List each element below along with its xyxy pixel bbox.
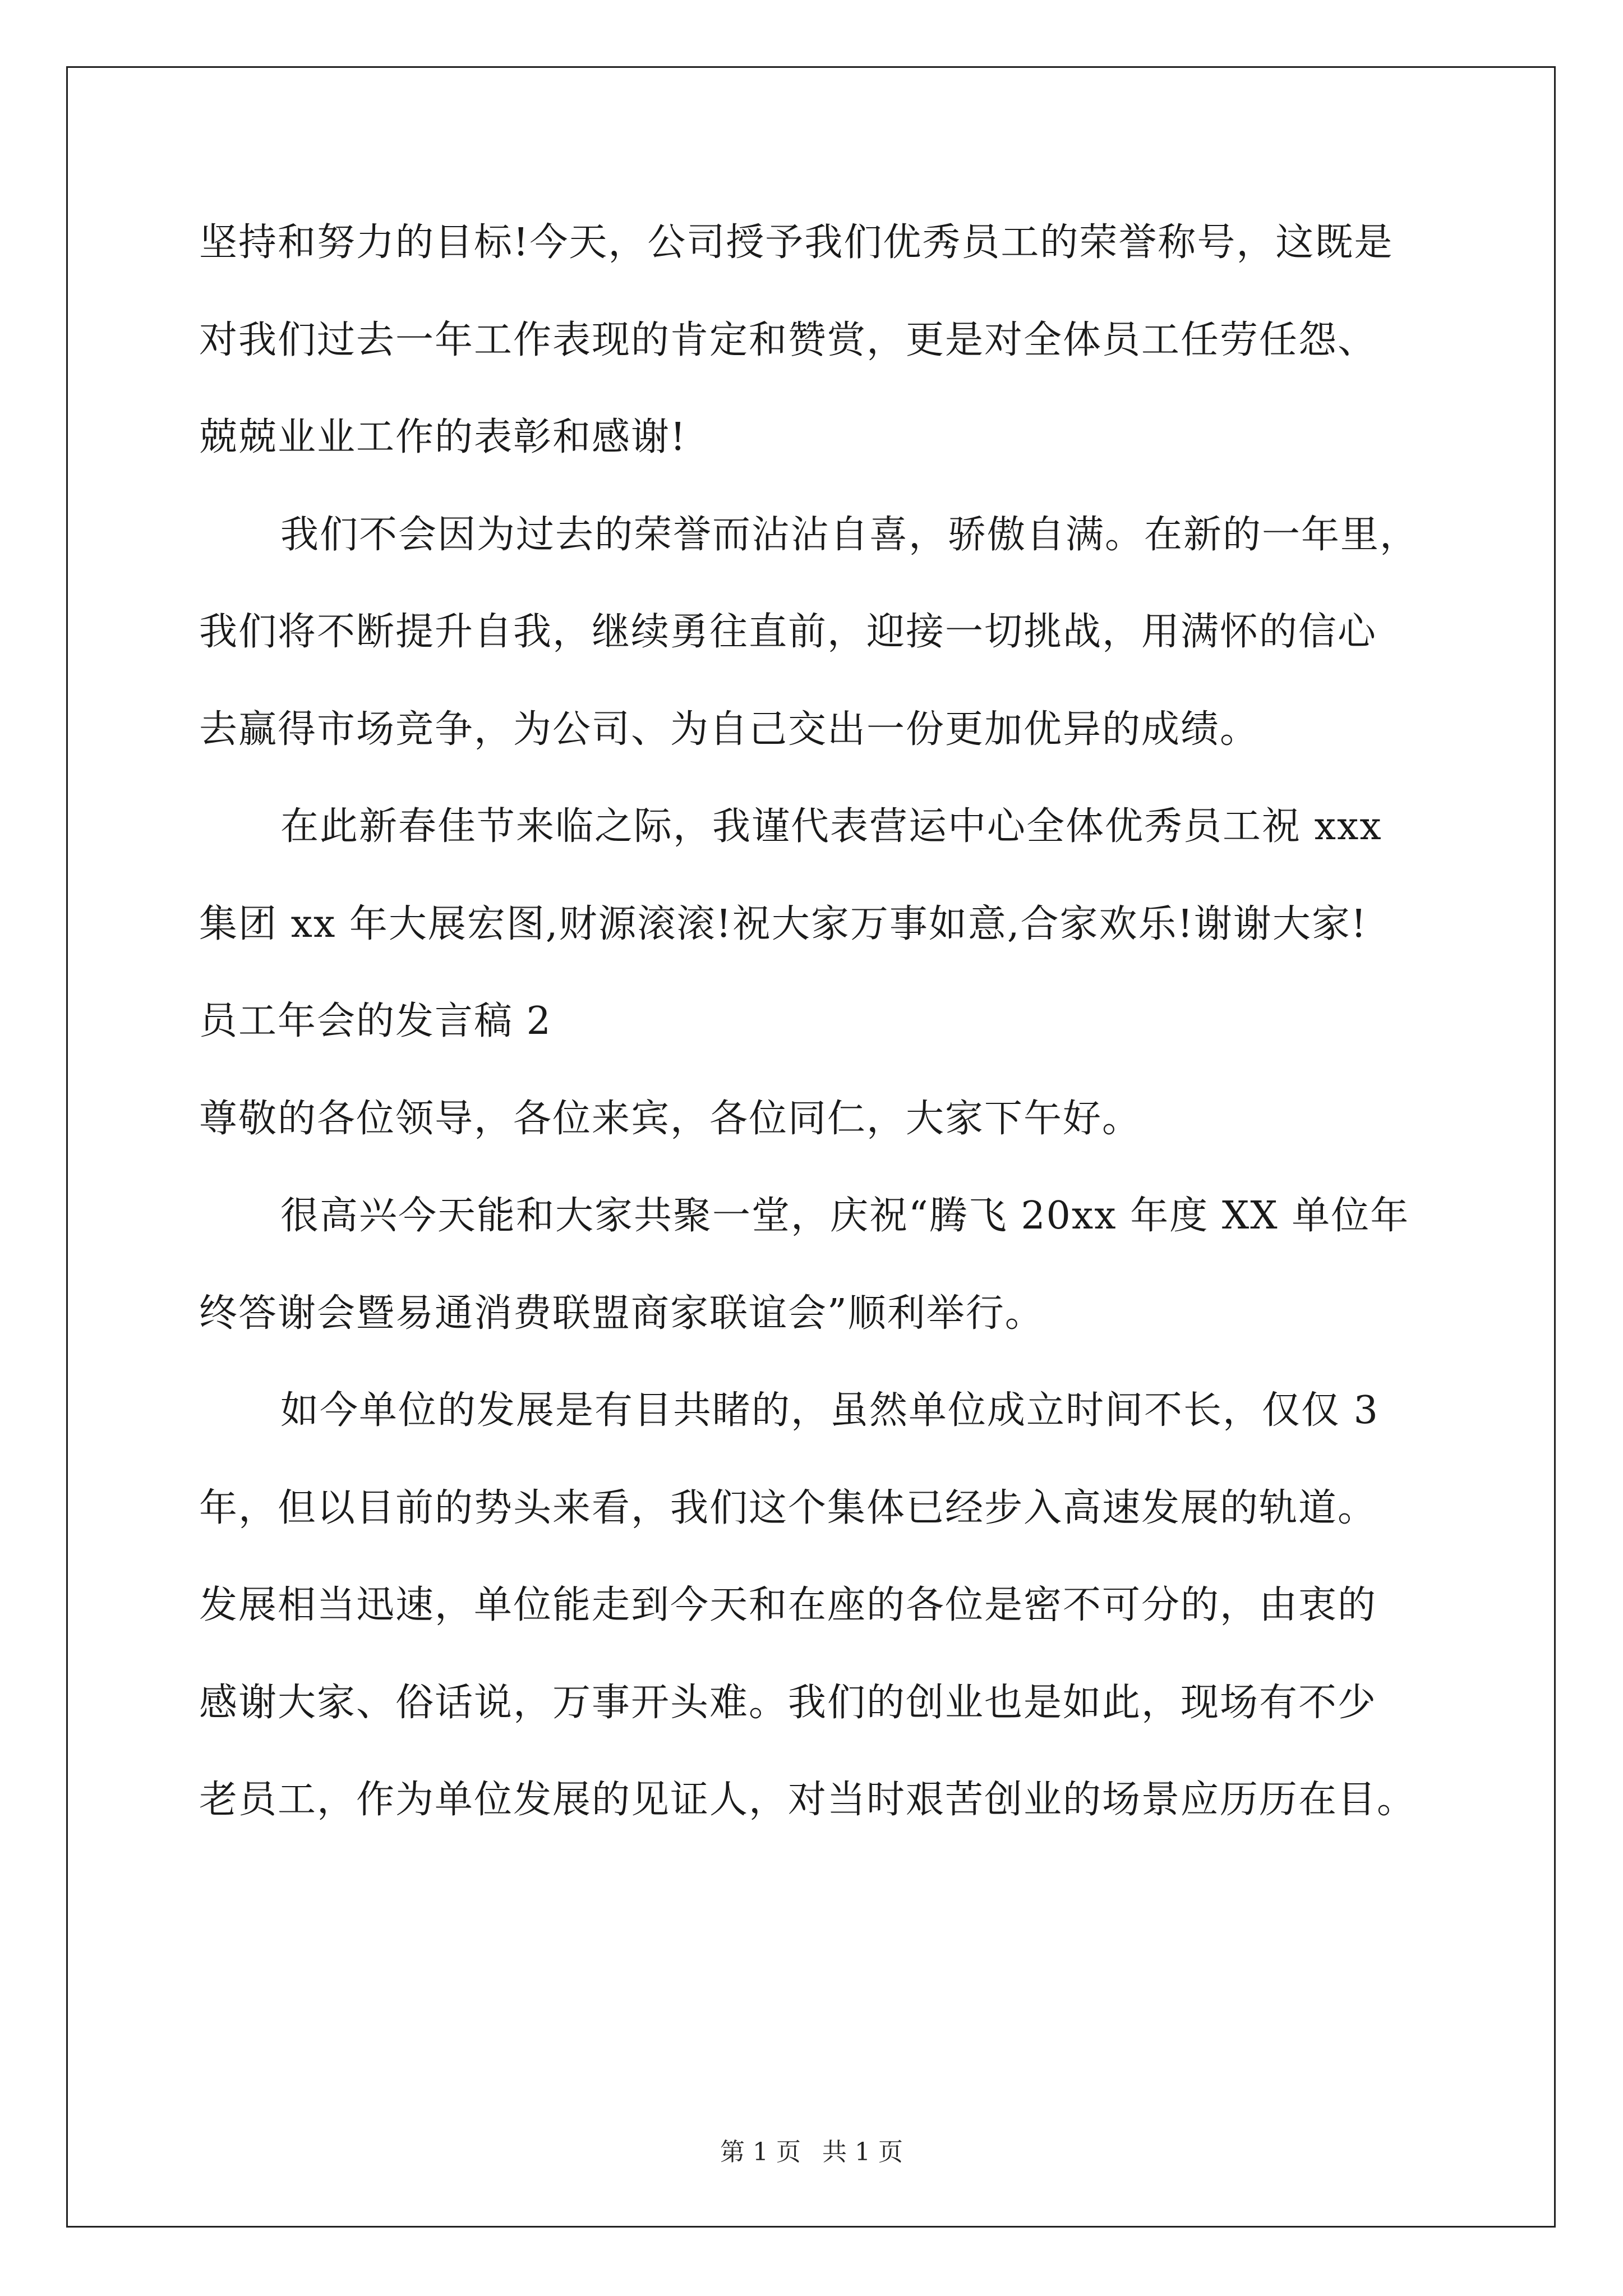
text-line: 老员工，作为单位发展的见证人，对当时艰苦创业的场景应历历在目。 [199, 1778, 1417, 1822]
text-line: 兢兢业业工作的表彰和感谢! [199, 415, 687, 459]
text-line: 对我们过去一年工作表现的肯定和赞赏，更是对全体员工任劳任怨、 [199, 318, 1377, 362]
paragraph-start-line: 很高兴今天能和大家共聚一堂，庆祝“腾飞 20xx 年度 XX 单位年 [280, 1194, 1410, 1238]
text-line: 集团 xx 年大展宏图,财源滚滚!祝大家万事如意,合家欢乐!谢谢大家! [199, 901, 1368, 946]
text-line: 终答谢会暨易通消费联盟商家联谊会”顺利举行。 [199, 1291, 1044, 1336]
page-footer [0, 2132, 1623, 2168]
page-number-total: 共 1 页 [822, 2138, 903, 2166]
section-heading: 员工年会的发言稿 2 [199, 999, 552, 1043]
text-line: 去赢得市场竞争，为公司、为自己交出一份更加优异的成绩。 [199, 707, 1260, 752]
document-body [199, 218, 1427, 1872]
paragraph-start-line: 如今单位的发展是有目共睹的，虽然单位成立时间不长，仅仅 3 [280, 1388, 1379, 1433]
paragraph-start-line: 我们不会因为过去的荣誉而沾沾自喜，骄傲自满。在新的一年里， [280, 512, 1419, 557]
text-line: 发展相当迅速，单位能走到今天和在座的各位是密不可分的，由衷的 [199, 1583, 1377, 1627]
salutation-line: 尊敬的各位领导，各位来宾，各位同仁，大家下午好。 [199, 1096, 1142, 1141]
page-number-current: 第 1 页 [720, 2138, 801, 2166]
text-line: 坚持和努力的目标!今天，公司授予我们优秀员工的荣誉称号，这既是 [199, 220, 1394, 265]
paragraph-start-line: 在此新春佳节来临之际，我谨代表营运中心全体优秀员工祝 xxx [280, 804, 1382, 849]
text-line: 感谢大家、俗话说，万事开头难。我们的创业也是如此，现场有不少 [199, 1680, 1377, 1725]
text-line: 我们将不断提升自我，继续勇往直前，迎接一切挑战，用满怀的信心 [199, 610, 1377, 654]
text-line: 年，但以目前的势头来看，我们这个集体已经步入高速发展的轨道。 [199, 1485, 1377, 1530]
